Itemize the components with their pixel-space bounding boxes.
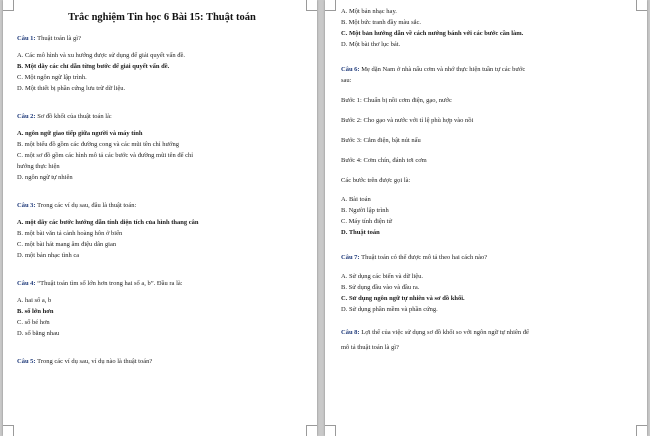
answer-option: D. Sử dụng phần mềm và phần cứng. bbox=[341, 306, 438, 313]
procedure-step: Bước 3: Cắm điện, bật nút nấu bbox=[341, 137, 421, 144]
answer-option: D. một bản nhạc tình ca bbox=[17, 252, 80, 259]
page-corner-mark bbox=[3, 0, 14, 11]
procedure-step: Bước 4: Cơm chín, đánh tơi cơm bbox=[341, 157, 427, 164]
question-number: Câu 5: bbox=[17, 358, 36, 365]
question-text: “Thuật toán tìm số lớn hơn trong hai số a, b”. Đầu ra là: bbox=[35, 280, 183, 287]
answer-option: B. một biểu đồ gồm các đường cong và các mũi tên chỉ hướng bbox=[17, 141, 179, 148]
answer-option: B. Sử dụng đầu vào và đầu ra. bbox=[341, 284, 420, 291]
answer-option: A. Sử dụng các biến và dữ liệu. bbox=[341, 273, 423, 280]
page-corner-mark bbox=[636, 0, 647, 11]
answer-option: B. Người lập trình bbox=[341, 207, 389, 214]
left-page-content bbox=[17, 0, 307, 436]
question-number: Câu 7: bbox=[341, 254, 360, 261]
answer-option: B. Một bức tranh đầy màu sắc. bbox=[341, 19, 422, 26]
document-title: Trắc nghiệm Tin học 6 Bài 15: Thuật toán bbox=[68, 12, 256, 23]
procedure-step: Bước 1: Chuẩn bị nồi cơm điện, gạo, nước bbox=[341, 97, 452, 104]
question-text: Trong các ví dụ sau, ví dụ nào là thuật toán? bbox=[35, 358, 153, 365]
answer-option: hướng thực hiện bbox=[17, 163, 60, 170]
question-text: Thuật toán là gì? bbox=[35, 35, 81, 42]
answer-option-correct: A. ngôn ngữ giao tiếp giữa người và máy tính bbox=[17, 130, 143, 137]
page-corner-mark bbox=[325, 0, 336, 11]
answer-option: C. một sơ đồ gồm các hình mô tả các bước và đường mũi tên để chỉ bbox=[17, 152, 194, 159]
question-text-continued: sau: bbox=[341, 77, 352, 84]
procedure-step: Bước 2: Cho gạo và nước với tỉ lệ phù hợp vào nồi bbox=[341, 117, 474, 124]
question-text: Trong các ví dụ sau, đâu là thuật toán: bbox=[35, 202, 137, 209]
answer-option-correct: D. Thuật toán bbox=[341, 229, 380, 236]
question-number: Câu 6: bbox=[341, 66, 360, 73]
answer-option: C. Máy tính điện tử bbox=[341, 218, 393, 225]
answer-option: A. Các mô hình và xu hướng được sử dụng để giải quyết vấn đề. bbox=[17, 52, 185, 59]
question-number: Câu 2: bbox=[17, 113, 36, 120]
answer-option: D. Một bài thơ lục bát. bbox=[341, 41, 401, 48]
answer-option: D. Một thiết bị phần cứng lưu trữ dữ liệu. bbox=[17, 85, 126, 92]
spacer bbox=[17, 261, 307, 269]
question-followup: Các bước trên được gọi là: bbox=[341, 177, 411, 184]
question-heading bbox=[341, 64, 637, 75]
answer-option: C. số bé hơn bbox=[17, 319, 50, 326]
answer-option-correct: B. Một dãy các chỉ dẫn từng bước để giải quyết vấn đề. bbox=[17, 63, 170, 70]
question-heading bbox=[341, 327, 637, 338]
page-corner-mark bbox=[325, 425, 336, 436]
question-text-continued: mô tả thuật toán là gì? bbox=[341, 344, 399, 351]
answer-option: A. Một bản nhạc hay. bbox=[341, 8, 397, 15]
answer-option-correct: C. Một bản hướng dẫn về cách nướng bánh với các bước cần làm. bbox=[341, 30, 524, 37]
question-heading bbox=[17, 200, 307, 211]
document-page-right bbox=[325, 0, 647, 436]
answer-option: B. một bài văn tả cảnh hoàng hôn ở biển bbox=[17, 230, 123, 237]
answer-option: A. Bài toán bbox=[341, 196, 371, 203]
page-corner-mark bbox=[636, 425, 647, 436]
answer-option: C. một bài hát mang âm điệu dân gian bbox=[17, 241, 117, 248]
page-corner-mark bbox=[3, 425, 14, 436]
answer-option-correct: C. Sử dụng ngôn ngữ tự nhiên và sơ đồ khối. bbox=[341, 295, 465, 302]
page-corner-mark bbox=[306, 425, 317, 436]
question-heading bbox=[17, 33, 307, 44]
question-heading bbox=[341, 252, 637, 263]
question-heading bbox=[17, 356, 307, 367]
question-heading bbox=[17, 111, 307, 122]
question-heading bbox=[17, 278, 307, 289]
answer-option: D. số bằng nhau bbox=[17, 330, 60, 337]
answer-option: C. Một ngôn ngữ lập trình. bbox=[17, 74, 87, 81]
page-corner-mark bbox=[306, 0, 317, 11]
answer-option-correct: B. số lớn hơn bbox=[17, 308, 54, 315]
question-text: Lợi thế của việc sử dụng sơ đồ khối so với ngôn ngữ tự nhiên để bbox=[359, 329, 529, 336]
spacer bbox=[17, 183, 307, 191]
right-page-content bbox=[341, 0, 637, 436]
question-number: Câu 1: bbox=[17, 35, 36, 42]
answer-option: D. ngôn ngữ tự nhiên bbox=[17, 174, 73, 181]
question-number: Câu 8: bbox=[341, 329, 360, 336]
spacer bbox=[17, 339, 307, 347]
answer-option-correct: A. một dãy các bước hướng dẫn tính diện tích của hình thang cân bbox=[17, 219, 199, 226]
document-page-left bbox=[3, 0, 317, 436]
question-text: Thuật toán có thể được mô tả theo hai cách nào? bbox=[359, 254, 488, 261]
question-text: Mẹ dặn Nam ở nhà nấu cơm và nhớ thực hiện tuần tự các bước bbox=[359, 66, 526, 73]
answer-option: A. hai số a, b bbox=[17, 297, 52, 304]
question-number: Câu 4: bbox=[17, 280, 36, 287]
spacer bbox=[17, 94, 307, 102]
question-number: Câu 3: bbox=[17, 202, 36, 209]
question-text: Sơ đồ khối của thuật toán là: bbox=[35, 113, 112, 120]
